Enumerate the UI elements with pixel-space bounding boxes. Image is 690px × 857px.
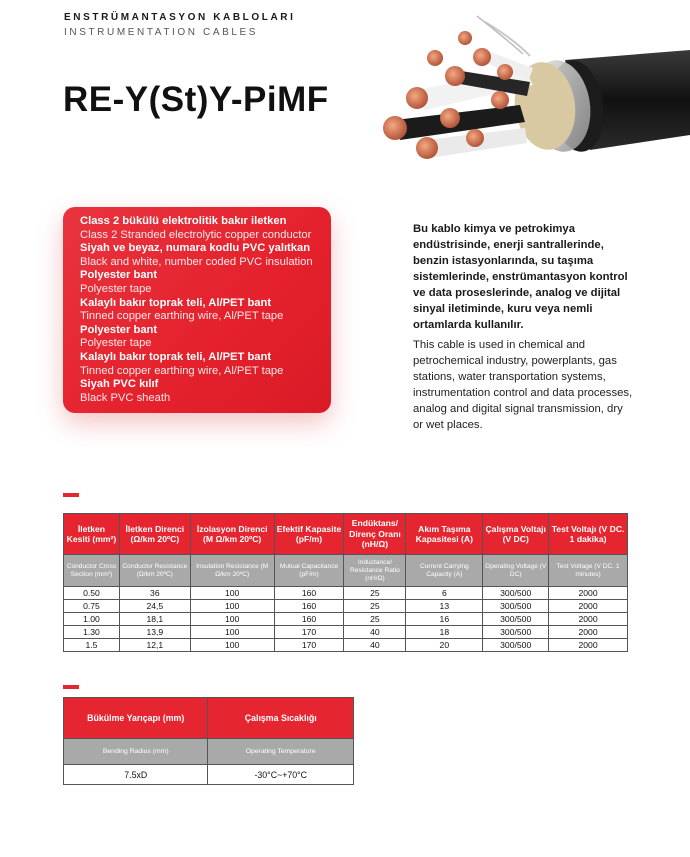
table-cell: 160: [274, 587, 344, 600]
header-cell: Çalışma Voltajı (V DC): [483, 514, 549, 555]
table-cell: 13,9: [119, 626, 190, 639]
table-subheader-row: [64, 555, 628, 587]
table-cell: 300/500: [483, 613, 549, 626]
subheader-cell: Conductor Cross Section (mm²): [64, 555, 120, 587]
table-cell: 25: [344, 587, 406, 600]
table-row: [64, 765, 354, 785]
construction-layer-5: [80, 324, 331, 351]
subheader-cell: Current Carrying Capacity (A): [406, 555, 483, 587]
construction-layer-2: [80, 242, 331, 269]
table-cell: 100: [190, 587, 274, 600]
table-cell: 13: [406, 600, 483, 613]
table-cell: 1.5: [64, 639, 120, 652]
table-cell: 2000: [549, 613, 628, 626]
header-cell: İletken Direnci (Ω/km 20ºC): [119, 514, 190, 555]
table-cell: 170: [274, 626, 344, 639]
layer-name-tr: Polyester bant: [80, 323, 158, 336]
header-cell: Çalışma Sıcaklığı: [208, 698, 354, 739]
table-row: [64, 600, 628, 613]
layer-name-en: Tinned copper earthing wire, Al/PET tape: [80, 364, 284, 377]
table-row: [64, 587, 628, 600]
table-subheader-row: [64, 739, 354, 765]
subheader-cell: Mutual Capacitance (pF/m): [274, 555, 344, 587]
table-cell: 24,5: [119, 600, 190, 613]
table-cell: 1.00: [64, 613, 120, 626]
construction-layer-1: [80, 215, 331, 242]
layer-name-en: Black and white, number coded PVC insulation: [80, 255, 313, 268]
construction-layer-6: [80, 351, 331, 378]
table-cell: 300/500: [483, 639, 549, 652]
header-cell: İletken Kesiti (mm²): [64, 514, 120, 555]
subheader-cell: Operating Voltage (V DC): [483, 555, 549, 587]
layer-name-en: Black PVC sheath: [80, 391, 171, 404]
layer-name-en: Polyester tape: [80, 337, 152, 350]
table-cell: 300/500: [483, 587, 549, 600]
subheader-cell: Insulation Resistance (M Ω/km 20ºC): [190, 555, 274, 587]
layer-name-tr: Polyester bant: [80, 269, 158, 282]
subheader-cell: Operating Temperature: [208, 739, 354, 765]
table-cell: 100: [190, 613, 274, 626]
table-row: [64, 626, 628, 639]
table-cell: 170: [274, 639, 344, 652]
table-cell: 300/500: [483, 626, 549, 639]
subheader-cell: Inductance/ Resistance Ratio (nH/Ω): [344, 555, 406, 587]
table-cell: 36: [119, 587, 190, 600]
layer-name-tr: Class 2 bükülü elektrolitik bakır iletken: [80, 215, 287, 227]
table-cell: 100: [190, 639, 274, 652]
table-cell: -30°C~+70°C: [208, 765, 354, 785]
section-kicker-en: INSTRUMENTATION CABLES: [64, 27, 259, 38]
table-row: [64, 639, 628, 652]
table-cell: 40: [344, 639, 406, 652]
table-cell: 2000: [549, 587, 628, 600]
header-cell: Test Voltajı (V DC. 1 dakika): [549, 514, 628, 555]
layer-name-tr: Kalaylı bakır toprak teli, Al/PET bant: [80, 350, 272, 363]
subheader-cell: Conductor Resistance (Ω/km 20ºC): [119, 555, 190, 587]
table-cell: 12,1: [119, 639, 190, 652]
construction-panel: [63, 207, 331, 413]
section-marker: [63, 685, 79, 689]
table-header-row: [64, 514, 628, 555]
table-cell: 2000: [549, 639, 628, 652]
layer-name-en: Tinned copper earthing wire, Al/PET tape: [80, 310, 284, 323]
table-cell: 2000: [549, 600, 628, 613]
table-cell: 6: [406, 587, 483, 600]
table-cell: 0.75: [64, 600, 120, 613]
layer-name-tr: Siyah PVC kılıf: [80, 378, 159, 391]
header-cell: Bükülme Yarıçapı (mm): [64, 698, 208, 739]
table-cell: 100: [190, 600, 274, 613]
layer-name-tr: Kalaylı bakır toprak teli, Al/PET bant: [80, 296, 272, 309]
cable-illustration: [355, 10, 690, 170]
header-cell: İzolasyon Direnci (M Ω/km 20ºC): [190, 514, 274, 555]
table-cell: 16: [406, 613, 483, 626]
construction-layer-3: [80, 269, 331, 296]
layer-name-en: Class 2 Stranded electrolytic copper conductor: [80, 228, 312, 241]
table-cell: 18,1: [119, 613, 190, 626]
section-marker: [63, 493, 79, 497]
table-cell: 0.50: [64, 587, 120, 600]
mechanical-spec-table: [63, 697, 354, 785]
table-cell: 300/500: [483, 600, 549, 613]
table-cell: 18: [406, 626, 483, 639]
table-cell: 100: [190, 626, 274, 639]
table-cell: 20: [406, 639, 483, 652]
table-cell: 160: [274, 613, 344, 626]
table-cell: 160: [274, 600, 344, 613]
construction-layer-4: [80, 297, 331, 324]
table-cell: 25: [344, 613, 406, 626]
header-cell: Akım Taşıma Kapasitesi (A): [406, 514, 483, 555]
table-cell: 7.5xD: [64, 765, 208, 785]
construction-layer-7: [80, 378, 331, 405]
page-title: RE-Y(St)Y-PiMF: [63, 80, 329, 119]
table-cell: 2000: [549, 626, 628, 639]
layer-name-en: Polyester tape: [80, 282, 152, 295]
subheader-cell: Test Voltage (V DC. 1 minutes): [549, 555, 628, 587]
layer-name-tr: Siyah ve beyaz, numara kodlu PVC yalıtkan: [80, 242, 311, 255]
description-en: This cable is used in chemical and petrochemical industry, powerplants, gas stations, water transportation systems, instrumentation control and data processes, analog and digital signal transmission, dry or wet places.: [413, 339, 633, 431]
table-row: [64, 613, 628, 626]
header-cell: Endüktans/ Direnç Oranı (nH/Ω): [344, 514, 406, 555]
table-cell: 40: [344, 626, 406, 639]
table-cell: 25: [344, 600, 406, 613]
electrical-spec-table: [63, 513, 628, 652]
table-header-row: [64, 698, 354, 739]
description-tr: Bu kablo kimya ve petrokimya endüstrisinde, enerji santrallerinde, benzin istasyonlarında, su taşıma sistemlerinde, enstrümantasyon kontrol ve data proseslerinde, analog ve dijital sinyal iletiminde, kuru veya nemli ortamlarda kullanılır.: [413, 223, 628, 331]
subheader-cell: Bending Radius (mm): [64, 739, 208, 765]
header-cell: Efektif Kapasite (pF/m): [274, 514, 344, 555]
section-kicker-tr: ENSTRÜMANTASYON KABLOLARI: [64, 12, 296, 23]
table-cell: 1.30: [64, 626, 120, 639]
